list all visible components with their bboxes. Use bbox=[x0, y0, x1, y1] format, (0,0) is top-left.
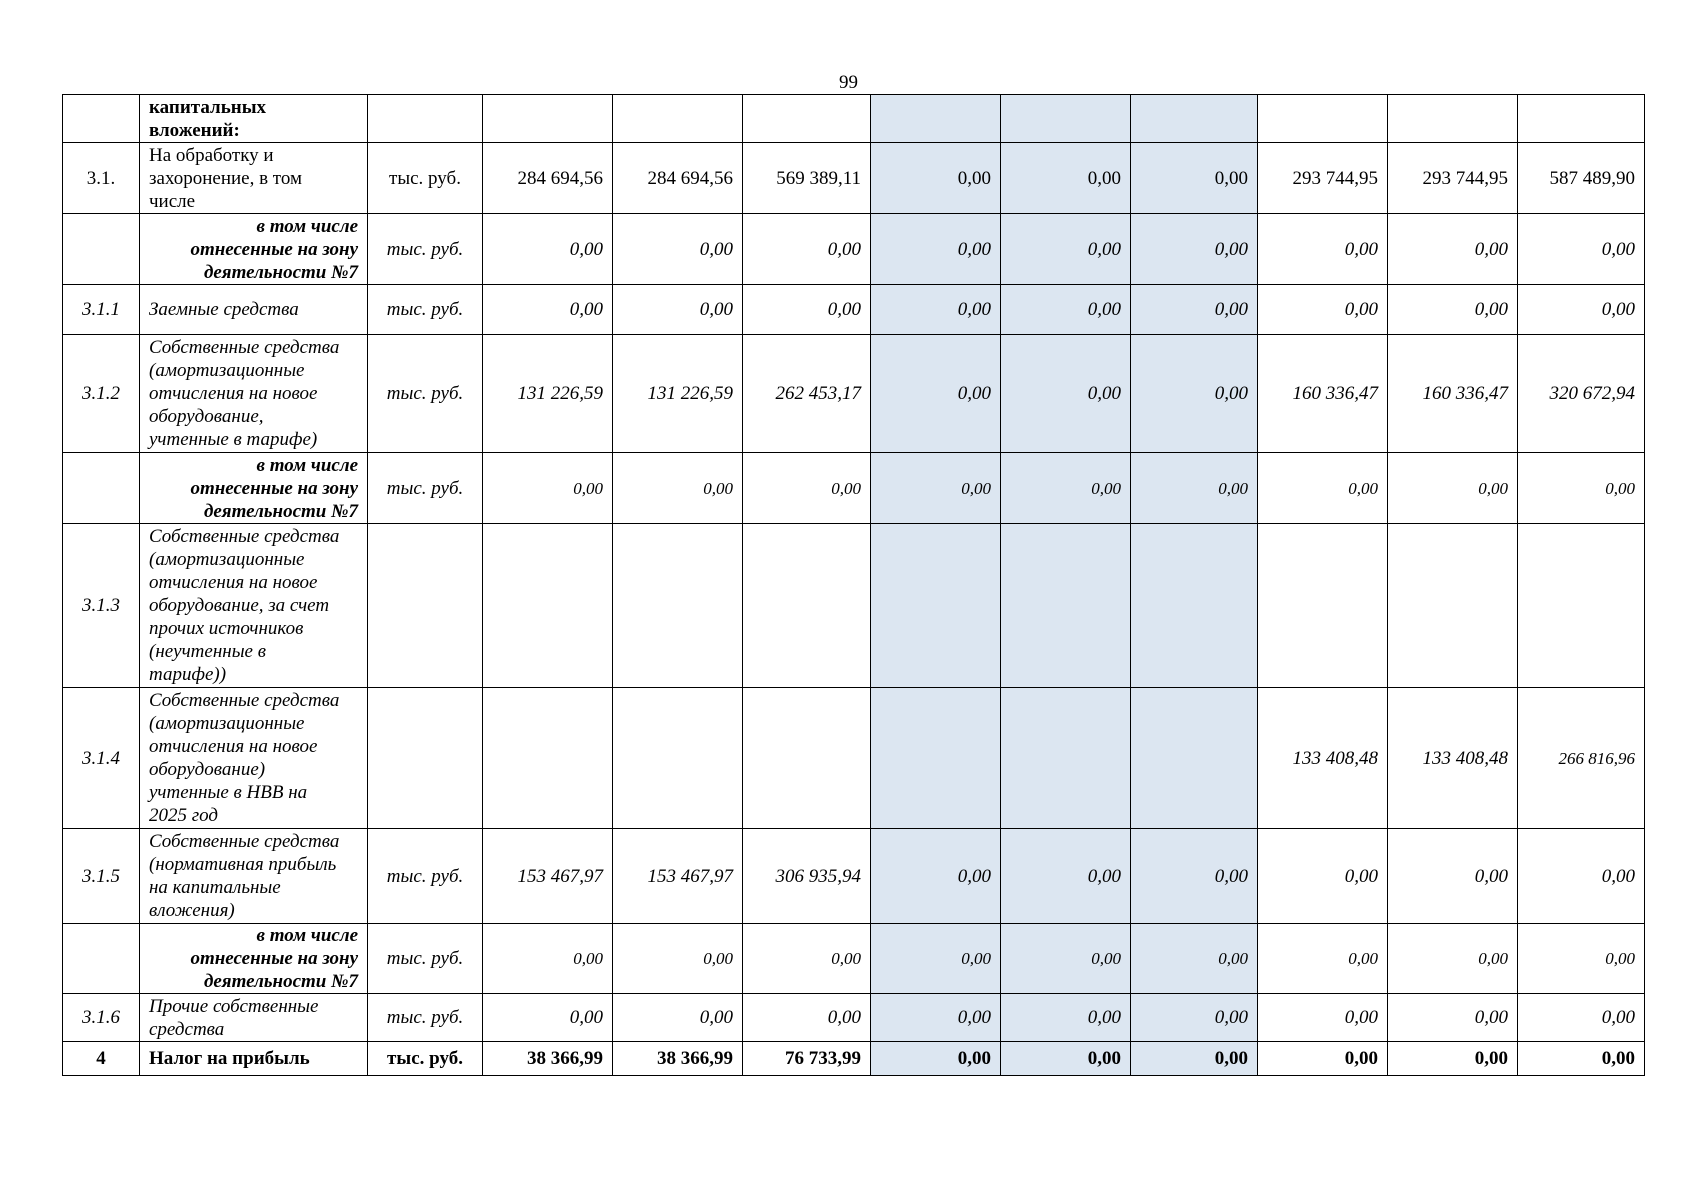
row-name: в том числе отнесенные на зону деятельности №7 bbox=[140, 924, 368, 994]
value-cell: 0,00 bbox=[871, 994, 1001, 1042]
table-row bbox=[63, 524, 1645, 688]
value-cell: 0,00 bbox=[1388, 285, 1518, 335]
value-cell bbox=[871, 688, 1001, 829]
row-number bbox=[63, 924, 140, 994]
value-cell bbox=[1001, 524, 1131, 688]
value-cell bbox=[1388, 95, 1518, 143]
value-cell: 0,00 bbox=[1258, 285, 1388, 335]
row-unit: тыс. руб. bbox=[368, 214, 483, 285]
value-cell: 0,00 bbox=[1258, 829, 1388, 924]
value-cell: 153 467,97 bbox=[613, 829, 743, 924]
row-name: капитальных вложений: bbox=[140, 95, 368, 143]
value-cell: 133 408,48 bbox=[1388, 688, 1518, 829]
table-row bbox=[63, 924, 1645, 994]
value-cell bbox=[1388, 524, 1518, 688]
value-cell bbox=[1258, 524, 1388, 688]
value-cell bbox=[1131, 688, 1258, 829]
value-cell bbox=[871, 95, 1001, 143]
value-cell: 262 453,17 bbox=[743, 335, 871, 453]
row-name: На обработку и захоронение, в том числе bbox=[140, 143, 368, 214]
value-cell: 0,00 bbox=[1131, 924, 1258, 994]
value-cell: 0,00 bbox=[1518, 214, 1645, 285]
value-cell: 0,00 bbox=[1001, 994, 1131, 1042]
value-cell: 284 694,56 bbox=[613, 143, 743, 214]
row-unit: тыс. руб. bbox=[368, 829, 483, 924]
row-name: Собственные средства (амортизационные отчисления на новое оборудование) учтенные в НВВ на 2025 год bbox=[140, 688, 368, 829]
row-name: Собственные средства (нормативная прибыль на капитальные вложения) bbox=[140, 829, 368, 924]
value-cell: 0,00 bbox=[1131, 143, 1258, 214]
value-cell: 569 389,11 bbox=[743, 143, 871, 214]
row-number: 3.1.1 bbox=[63, 285, 140, 335]
value-cell: 0,00 bbox=[1001, 1042, 1131, 1076]
value-cell: 0,00 bbox=[1258, 1042, 1388, 1076]
value-cell bbox=[613, 95, 743, 143]
row-number: 4 bbox=[63, 1042, 140, 1076]
value-cell: 0,00 bbox=[1518, 994, 1645, 1042]
page-number: 99 bbox=[839, 72, 858, 93]
value-cell: 0,00 bbox=[483, 994, 613, 1042]
value-cell: 133 408,48 bbox=[1258, 688, 1388, 829]
value-cell: 0,00 bbox=[1131, 1042, 1258, 1076]
value-cell bbox=[1001, 95, 1131, 143]
value-cell: 0,00 bbox=[1388, 924, 1518, 994]
row-number: 3.1.6 bbox=[63, 994, 140, 1042]
value-cell: 284 694,56 bbox=[483, 143, 613, 214]
value-cell bbox=[613, 524, 743, 688]
value-cell: 0,00 bbox=[1001, 285, 1131, 335]
value-cell: 0,00 bbox=[871, 214, 1001, 285]
row-number: 3.1.4 bbox=[63, 688, 140, 829]
value-cell: 131 226,59 bbox=[613, 335, 743, 453]
value-cell: 0,00 bbox=[871, 143, 1001, 214]
value-cell: 160 336,47 bbox=[1258, 335, 1388, 453]
value-cell: 0,00 bbox=[613, 285, 743, 335]
value-cell: 153 467,97 bbox=[483, 829, 613, 924]
row-unit: тыс. руб. bbox=[368, 285, 483, 335]
row-number: 3.1.2 bbox=[63, 335, 140, 453]
value-cell bbox=[1518, 524, 1645, 688]
value-cell: 0,00 bbox=[1518, 829, 1645, 924]
value-cell: 0,00 bbox=[1001, 924, 1131, 994]
row-unit: тыс. руб. bbox=[368, 335, 483, 453]
row-number bbox=[63, 214, 140, 285]
row-name: в том числе отнесенные на зону деятельности №7 bbox=[140, 214, 368, 285]
row-unit: тыс. руб. bbox=[368, 994, 483, 1042]
row-number: 3.1. bbox=[63, 143, 140, 214]
value-cell bbox=[483, 95, 613, 143]
value-cell bbox=[743, 95, 871, 143]
value-cell: 0,00 bbox=[1131, 335, 1258, 453]
value-cell: 0,00 bbox=[1001, 214, 1131, 285]
row-number bbox=[63, 95, 140, 143]
row-unit bbox=[368, 95, 483, 143]
row-unit bbox=[368, 524, 483, 688]
value-cell: 266 816,96 bbox=[1518, 688, 1645, 829]
value-cell: 0,00 bbox=[871, 1042, 1001, 1076]
value-cell bbox=[1258, 95, 1388, 143]
row-unit: тыс. руб. bbox=[368, 924, 483, 994]
table-row bbox=[63, 453, 1645, 524]
table-row bbox=[63, 994, 1645, 1042]
value-cell: 0,00 bbox=[871, 335, 1001, 453]
value-cell: 38 366,99 bbox=[613, 1042, 743, 1076]
row-number bbox=[63, 453, 140, 524]
value-cell: 0,00 bbox=[483, 285, 613, 335]
value-cell: 0,00 bbox=[1518, 285, 1645, 335]
value-cell: 0,00 bbox=[1131, 829, 1258, 924]
table-row bbox=[63, 285, 1645, 335]
row-name: Собственные средства (амортизационные отчисления на новое оборудование, за счет прочих источников (неучтенные в тарифе)) bbox=[140, 524, 368, 688]
value-cell bbox=[1518, 95, 1645, 143]
value-cell: 0,00 bbox=[483, 214, 613, 285]
value-cell: 320 672,94 bbox=[1518, 335, 1645, 453]
value-cell: 0,00 bbox=[743, 924, 871, 994]
row-number: 3.1.3 bbox=[63, 524, 140, 688]
table-row bbox=[63, 214, 1645, 285]
value-cell bbox=[743, 524, 871, 688]
value-cell: 131 226,59 bbox=[483, 335, 613, 453]
value-cell: 293 744,95 bbox=[1258, 143, 1388, 214]
value-cell: 0,00 bbox=[1258, 453, 1388, 524]
value-cell bbox=[1131, 524, 1258, 688]
value-cell: 0,00 bbox=[743, 214, 871, 285]
row-name: Прочие собственные средства bbox=[140, 994, 368, 1042]
value-cell: 0,00 bbox=[1131, 994, 1258, 1042]
table-row bbox=[63, 95, 1645, 143]
value-cell: 0,00 bbox=[743, 285, 871, 335]
value-cell: 0,00 bbox=[483, 453, 613, 524]
value-cell bbox=[483, 524, 613, 688]
value-cell: 0,00 bbox=[1518, 924, 1645, 994]
table-body bbox=[63, 95, 1645, 1076]
table-row bbox=[63, 1042, 1645, 1076]
row-unit: тыс. руб. bbox=[368, 453, 483, 524]
row-name: Заемные средства bbox=[140, 285, 368, 335]
value-cell: 0,00 bbox=[1258, 994, 1388, 1042]
value-cell: 0,00 bbox=[1518, 1042, 1645, 1076]
value-cell: 0,00 bbox=[613, 453, 743, 524]
table-row bbox=[63, 335, 1645, 453]
row-unit: тыс. руб. bbox=[368, 143, 483, 214]
value-cell: 0,00 bbox=[1001, 335, 1131, 453]
value-cell: 0,00 bbox=[871, 829, 1001, 924]
investment-table bbox=[62, 94, 1645, 1076]
value-cell: 0,00 bbox=[1258, 924, 1388, 994]
value-cell: 0,00 bbox=[743, 994, 871, 1042]
row-unit bbox=[368, 688, 483, 829]
value-cell: 587 489,90 bbox=[1518, 143, 1645, 214]
value-cell: 0,00 bbox=[1131, 285, 1258, 335]
value-cell: 0,00 bbox=[1518, 453, 1645, 524]
value-cell bbox=[871, 524, 1001, 688]
value-cell: 0,00 bbox=[613, 924, 743, 994]
row-unit: тыс. руб. bbox=[368, 1042, 483, 1076]
table-row bbox=[63, 688, 1645, 829]
value-cell: 0,00 bbox=[1131, 214, 1258, 285]
value-cell: 0,00 bbox=[1388, 994, 1518, 1042]
value-cell: 0,00 bbox=[613, 994, 743, 1042]
value-cell: 0,00 bbox=[1388, 453, 1518, 524]
value-cell: 0,00 bbox=[1001, 143, 1131, 214]
row-number: 3.1.5 bbox=[63, 829, 140, 924]
value-cell: 0,00 bbox=[871, 453, 1001, 524]
value-cell: 0,00 bbox=[1388, 1042, 1518, 1076]
value-cell bbox=[743, 688, 871, 829]
value-cell: 160 336,47 bbox=[1388, 335, 1518, 453]
value-cell: 0,00 bbox=[613, 214, 743, 285]
row-name: Собственные средства (амортизационные отчисления на новое оборудование, учтенные в тарифе) bbox=[140, 335, 368, 453]
value-cell: 0,00 bbox=[483, 924, 613, 994]
value-cell: 0,00 bbox=[1001, 453, 1131, 524]
value-cell: 0,00 bbox=[1388, 829, 1518, 924]
value-cell bbox=[1131, 95, 1258, 143]
value-cell: 0,00 bbox=[1001, 829, 1131, 924]
value-cell: 0,00 bbox=[1388, 214, 1518, 285]
value-cell bbox=[613, 688, 743, 829]
value-cell: 0,00 bbox=[743, 453, 871, 524]
value-cell: 0,00 bbox=[1131, 453, 1258, 524]
row-name: Налог на прибыль bbox=[140, 1042, 368, 1076]
value-cell bbox=[483, 688, 613, 829]
value-cell: 0,00 bbox=[871, 924, 1001, 994]
value-cell: 0,00 bbox=[1258, 214, 1388, 285]
value-cell: 38 366,99 bbox=[483, 1042, 613, 1076]
value-cell: 0,00 bbox=[871, 285, 1001, 335]
value-cell: 293 744,95 bbox=[1388, 143, 1518, 214]
value-cell bbox=[1001, 688, 1131, 829]
table-row bbox=[63, 829, 1645, 924]
table-row bbox=[63, 143, 1645, 214]
value-cell: 306 935,94 bbox=[743, 829, 871, 924]
row-name: в том числе отнесенные на зону деятельности №7 bbox=[140, 453, 368, 524]
value-cell: 76 733,99 bbox=[743, 1042, 871, 1076]
